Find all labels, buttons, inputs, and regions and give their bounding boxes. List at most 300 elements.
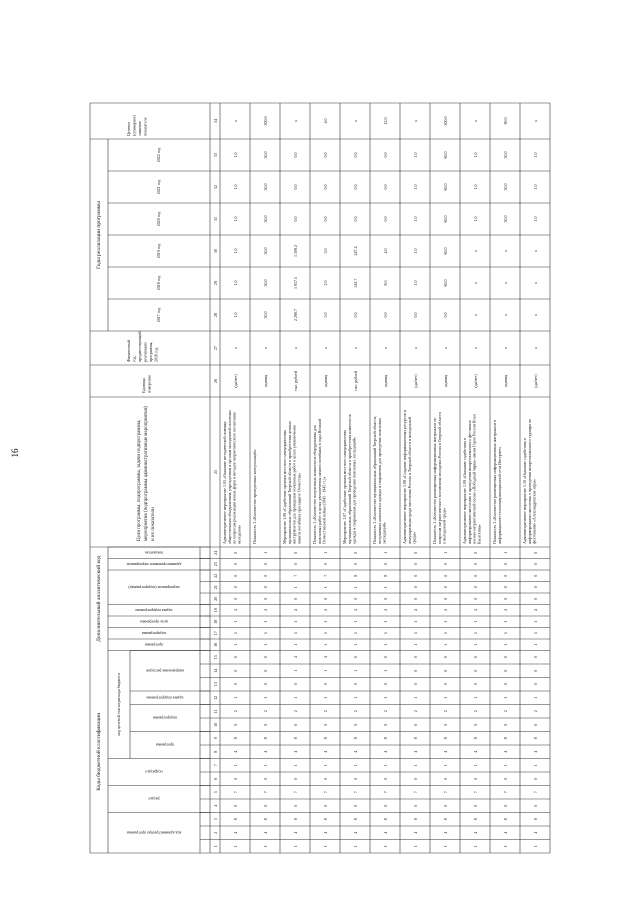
kbk-code-cell: 1 [293, 845, 298, 848]
kbk-code-cell: 1 [323, 764, 328, 767]
class-col-label: показатель [144, 550, 164, 556]
kbk-code-cell: 8 [503, 737, 508, 740]
target-header: показателя [142, 117, 148, 136]
year-value-cell: 0.0 [353, 216, 358, 222]
kbk-code-cell: 1 [323, 845, 328, 848]
year-value-cell: 0.0 [293, 184, 298, 190]
class-code-cell: 0 [413, 551, 418, 554]
year-value-cell: x [533, 250, 538, 252]
kbk-code-cell: 0 [503, 656, 508, 659]
fin-year-cell: x [233, 347, 238, 349]
year-value-cell: 3.0 [323, 248, 328, 254]
kbk-code-cell: 0 [233, 683, 238, 686]
kbk-code-cell: 8 [383, 737, 388, 740]
class-code-cell: 8 [353, 574, 358, 577]
kbk-code-cell: 8 [533, 737, 538, 740]
kbk-code-cell: 4 [353, 831, 358, 834]
kbk-code-cell: 2 [413, 710, 418, 713]
class-code-cell: 0 [443, 586, 448, 589]
class-code-cell: 0 [353, 563, 358, 566]
program-indicators-table [70, 83, 570, 873]
year-value-cell: 60.0 [443, 215, 448, 223]
class-code-cell: 0 [413, 597, 418, 600]
fin-year-cell: x [293, 347, 298, 349]
class-code-cell: 1 [263, 551, 268, 554]
class-group-title: Дополнительный аналитический код [96, 555, 102, 642]
class-code-cell: 0 [533, 551, 538, 554]
class-code-cell: 1 [293, 586, 298, 589]
class-code-cell: 1 [233, 620, 238, 623]
class-code-cell: 4 [383, 609, 388, 612]
class-code-cell: 1 [233, 643, 238, 646]
target-cell: 90.0 [503, 117, 508, 125]
year-value-cell: 0.0 [413, 312, 418, 318]
kbk-code-cell: 0 [353, 656, 358, 659]
kbk-col-label: подраздел [145, 769, 163, 775]
column-number: 28 [213, 313, 218, 317]
column-number: 21 [213, 585, 218, 590]
kbk-code-cell: 1 [263, 696, 268, 699]
kbk-code-cell: 4 [323, 831, 328, 834]
row-description: Показатель 1 «Количество муниципальных образований Тверской области, [372, 416, 377, 544]
kbk-code-cell: 1 [443, 845, 448, 848]
kbk-code-cell: 8 [233, 818, 238, 821]
year-value-cell: 5.0 [323, 312, 328, 318]
kbk-code-cell: 7 [413, 791, 418, 794]
kbk-code-cell: 0 [533, 669, 538, 672]
kbk-code-cell: 7 [353, 791, 358, 794]
row-description: по вопросам реализации новых форм и методов патриотического воспитания [231, 412, 237, 544]
class-code-cell: 5 [293, 632, 298, 635]
kbk-code-cell: 0 [383, 777, 388, 780]
column-number: 13 [213, 682, 218, 687]
unit-cell: тыс. рублей [293, 371, 298, 391]
kbk-code-cell: 8 [263, 818, 268, 821]
target-cell: x [353, 120, 358, 122]
kbk-code-cell: 2 [233, 710, 238, 713]
class-code-cell: 0 [233, 551, 238, 554]
unit-cell: единиц [443, 374, 448, 388]
class-code-cell: 4 [443, 609, 448, 612]
kbk-code-cell: 4 [293, 750, 298, 753]
class-code-cell: 1 [443, 620, 448, 623]
class-code-cell: 1 [533, 620, 538, 623]
class-code-cell: 1 [503, 643, 508, 646]
fin-year-cell: x [323, 347, 328, 349]
fin-year-cell: x [383, 347, 388, 349]
class-code-cell: 5 [413, 632, 418, 635]
kbk-code-cell: 0 [443, 777, 448, 780]
kbk-group-title: Коды бюджетной классификации [96, 712, 102, 791]
kbk-code-cell: 0 [533, 656, 538, 659]
kbk-code-cell: 0 [263, 683, 268, 686]
year-value-cell: 0.0 [383, 312, 388, 318]
kbk-code-cell: 2 [503, 710, 508, 713]
class-code-cell: 4 [293, 609, 298, 612]
class-code-cell: 4 [323, 609, 328, 612]
year-value-cell: 0.0 [323, 184, 328, 190]
kbk-code-cell: 0 [233, 723, 238, 726]
year-value-cell: 0.0 [383, 216, 388, 222]
row-description: информировании населения о проведении межрегионального фестиваля [466, 420, 472, 544]
kbk-code-cell: 0 [413, 777, 418, 780]
kbk-code-cell: 8 [323, 737, 328, 740]
year-value-cell: 60.0 [443, 151, 448, 159]
class-code-cell: 0 [473, 563, 478, 566]
kbk-code-cell: 4 [503, 831, 508, 834]
column-number: 32 [213, 185, 218, 189]
kbk-code-cell: 4 [473, 750, 478, 753]
class-code-cell: 1 [533, 643, 538, 646]
row-description: Административное мероприятие 1.08 «Создание информационных ресурсов и [402, 410, 407, 544]
target-cell: 12.0 [383, 117, 388, 125]
column-number: 16 [213, 642, 218, 647]
kbk-code-cell: 2 [293, 710, 298, 713]
class-code-cell: 5 [233, 632, 238, 635]
class-code-cell: 0 [413, 563, 418, 566]
page-number-text: 16 [10, 448, 20, 458]
kbk-code-cell: 0 [473, 669, 478, 672]
class-code-cell: 0 [263, 574, 268, 577]
class-code-cell: 0 [383, 597, 388, 600]
class-code-cell: 0 [233, 574, 238, 577]
column-number: 23 [213, 562, 218, 567]
row-description: Касаткина» [476, 524, 482, 544]
kbk-code-cell: 1 [503, 764, 508, 767]
column-number: 1 [213, 845, 218, 848]
class-code-cell: 5 [503, 632, 508, 635]
row-description: Показатель 1 «Количество проведенных консультаций» [252, 449, 257, 544]
column-number: 29 [213, 281, 218, 285]
row-description: Административное мероприятие 1.09 «Оказание содействия в [462, 438, 467, 544]
kbk-code-cell: 1 [473, 845, 478, 848]
kbk-code-cell: 4 [383, 750, 388, 753]
kbk-code-cell: 1 [323, 696, 328, 699]
year-value-cell: 1.0 [233, 152, 238, 158]
kbk-code-cell: 8 [413, 737, 418, 740]
row-description: поисковых работ в целях увековечения памяти погибших в годы Великой [316, 418, 322, 544]
row-description: Показатель 1 «Количество полученных комплектов оборудования для [312, 425, 317, 544]
year-header: 2017 год [156, 307, 161, 323]
year-value-cell: 0.0 [353, 312, 358, 318]
kbk-code-cell: 1 [503, 696, 508, 699]
kbk-code-cell: 0 [233, 804, 238, 807]
class-code-cell: 1 [353, 586, 358, 589]
class-code-cell: 0 [533, 597, 538, 600]
column-number: 11 [213, 709, 218, 714]
year-value-cell: x [503, 250, 508, 252]
kbk-code-cell: 8 [353, 818, 358, 821]
kbk-code-cell: 0 [233, 656, 238, 659]
row-description: одежды и снаряжения для проведения поисковых экспедиций» [351, 436, 357, 544]
kbk-code-cell: 4 [533, 831, 538, 834]
year-value-cell: 0.0 [323, 216, 328, 222]
class-code-cell: 1 [443, 643, 448, 646]
year-value-cell: 541.7 [353, 278, 358, 288]
fin-year-cell: x [413, 347, 418, 349]
target-cell: x [533, 120, 538, 122]
kbk-code-cell: 2 [383, 710, 388, 713]
rotated-table-page [70, 83, 570, 873]
class-code-cell: 7 [323, 574, 328, 577]
kbk-code-cell: 1 [383, 696, 388, 699]
row-description: военно-патриотической песни «Победный марш» имени Героя России Ильи [471, 414, 477, 544]
row-description: в молодежной среде» [441, 507, 447, 544]
year-value-cell: 0.0 [443, 312, 448, 318]
kbk-code-cell: 2 [353, 710, 358, 713]
row-description: муниципальных образований Тверской области в приобретении комплектов [346, 414, 352, 544]
class-code-cell: 0 [293, 563, 298, 566]
class-code-cell: 0 [503, 563, 508, 566]
kbk-code-cell: 0 [353, 804, 358, 807]
row-description: общественным объединениям, учреждениям и органам молодежной политики [226, 410, 232, 544]
kbk-code-cell: 1 [533, 764, 538, 767]
kbk-code-cell: 1 [533, 845, 538, 848]
year-value-cell: 50.0 [263, 247, 268, 255]
fin-year-header: предшествующий [137, 331, 142, 362]
column-number: 34 [213, 119, 218, 123]
class-code-cell: 1 [503, 620, 508, 623]
year-value-cell: 1.0 [233, 280, 238, 286]
row-description: фехтованию «Александровские игры» [531, 478, 537, 544]
fin-year-header: реализации [142, 342, 148, 362]
kbk-code-cell: 0 [323, 777, 328, 780]
year-header: 2022 год [156, 147, 161, 163]
year-value-cell: 1.0 [413, 280, 418, 286]
kbk-code-cell: 7 [533, 791, 538, 794]
kbk-code-cell: 0 [533, 683, 538, 686]
class-code-cell: 1 [383, 551, 388, 554]
class-code-cell: 0 [503, 574, 508, 577]
year-header: 2019 год [156, 243, 161, 259]
column-number: 15 [213, 655, 218, 660]
class-code-cell: 5 [443, 632, 448, 635]
class-code-cell: 0 [413, 586, 418, 589]
class-code-cell: 5 [353, 632, 358, 635]
target-cell: x [413, 120, 418, 122]
kbk-code-cell: 4 [383, 831, 388, 834]
year-value-cell: 8.0 [383, 280, 388, 286]
kbk-code-cell: 4 [443, 750, 448, 753]
row-description: Отечественной войны (1941 - 1945 гг.)» [321, 476, 327, 544]
kbk-code-cell: 1 [263, 764, 268, 767]
kbk-code-cell: 0 [263, 804, 268, 807]
year-value-cell: 1.0 [233, 312, 238, 318]
kbk-code-cell: 2 [443, 710, 448, 713]
kbk-code-cell: 1 [353, 669, 358, 672]
row-description: Административное мероприятие 1.05 «Оказание методической помощи [222, 421, 227, 544]
kbk-code-cell: 4 [263, 831, 268, 834]
class-code-cell: 1 [263, 620, 268, 623]
kbk-code-cell: 0 [353, 683, 358, 686]
kbk-code-cell: 8 [443, 818, 448, 821]
class-col-label: цель программы [139, 619, 169, 625]
kbk-code-cell: 1 [233, 845, 238, 848]
year-value-cell: 50.0 [263, 151, 268, 159]
kbk-code-cell: 0 [383, 723, 388, 726]
year-value-cell: x [473, 314, 478, 316]
unit-cell: (да/нет) [473, 374, 478, 388]
kbk-code-cell: 1 [353, 696, 358, 699]
class-code-cell: 0 [383, 563, 388, 566]
row-description: экспедиций» [381, 522, 387, 544]
class-code-cell: 4 [233, 609, 238, 612]
column-number: 3 [213, 818, 218, 821]
target-cell: x [293, 120, 298, 122]
goals-header: Цели программы, подпрограммы, задачи подпрограммы, [137, 419, 142, 541]
year-value-cell: 0.0 [293, 152, 298, 158]
kbk-code-cell: 0 [323, 804, 328, 807]
year-value-cell: 1.0 [473, 216, 478, 222]
column-number: 22 [213, 573, 218, 578]
year-value-cell: 30.0 [503, 183, 508, 191]
kbk-code-cell: 0 [263, 669, 268, 672]
year-value-cell: 30.0 [503, 215, 508, 223]
row-description: Мероприятие 1.07 «Содействие органам местного самоуправления [342, 430, 347, 544]
kbk-col-label: код администратора программы [126, 830, 182, 836]
kbk-code-cell: 0 [503, 683, 508, 686]
target-cell: x [233, 120, 238, 122]
class-code-cell: 0 [473, 574, 478, 577]
class-code-cell: 0 [293, 597, 298, 600]
class-code-cell: 1 [413, 620, 418, 623]
kbk-code-cell: 0 [473, 723, 478, 726]
kbk-code-cell: 1 [443, 764, 448, 767]
kbk-code-cell: 8 [353, 737, 358, 740]
year-value-cell: 2 290.7 [293, 309, 298, 321]
kbk-code-cell: 4 [473, 831, 478, 834]
kbk-code-cell: 4 [293, 656, 298, 659]
target-header: Целевое [126, 121, 131, 136]
class-code-cell: 4 [533, 609, 538, 612]
year-value-cell: 0.0 [383, 184, 388, 190]
column-number: 19 [213, 608, 218, 613]
class-code-cell: 0 [293, 551, 298, 554]
unit-cell: единиц [383, 374, 388, 388]
kbk-code-cell: 8 [323, 818, 328, 821]
year-value-cell: 0.0 [353, 152, 358, 158]
kbk-code-cell: 7 [383, 791, 388, 794]
kbk-code-cell: 2 [473, 710, 478, 713]
row-description: памяти погибших при защите Отечества» [296, 472, 302, 544]
kbk-code-cell: 7 [233, 791, 238, 794]
class-code-cell: 5 [533, 632, 538, 635]
kbk-code-cell: 8 [263, 737, 268, 740]
row-description: информационно-телекоммуникационной сети Интернет» [496, 446, 502, 544]
year-value-cell: 0.0 [293, 216, 298, 222]
kbk-code-cell: 8 [383, 818, 388, 821]
class-code-cell: 0 [263, 586, 268, 589]
year-value-cell: x [533, 282, 538, 284]
kbk-code-cell: 1 [233, 764, 238, 767]
kbk-code-cell: 1 [533, 696, 538, 699]
column-number: 10 [213, 722, 218, 727]
year-value-cell: 1 109.2 [293, 245, 298, 257]
column-number: 5 [213, 791, 218, 794]
class-code-cell: 1 [383, 586, 388, 589]
row-description: Мероприятие 1.06 «Содействие органам местного самоуправления [282, 430, 287, 544]
year-value-cell: 1.0 [473, 184, 478, 190]
column-number: 9 [213, 737, 218, 740]
class-code-cell: 1 [263, 643, 268, 646]
kbk-code-cell: 1 [413, 845, 418, 848]
kbk-code-cell: 0 [383, 804, 388, 807]
kbk-subgroup-title: код целевой статьи расхода бюджета [116, 673, 121, 736]
column-number: 8 [213, 750, 218, 753]
class-code-cell: 0 [443, 563, 448, 566]
kbk-code-cell: 1 [263, 845, 268, 848]
kbk-code-cell: 1 [233, 696, 238, 699]
class-code-cell: 1 [413, 643, 418, 646]
class-code-cell: 0 [533, 574, 538, 577]
class-code-cell: 1 [503, 551, 508, 554]
kbk-code-cell: 1 [293, 696, 298, 699]
class-code-cell: 1 [323, 643, 328, 646]
class-code-cell: 1 [383, 643, 388, 646]
fin-year-header: 2016 год [153, 347, 159, 362]
class-col-label: мероприятие (подпрограммы) [128, 584, 180, 590]
kbk-code-cell: 0 [443, 683, 448, 686]
kbk-code-cell: 0 [473, 656, 478, 659]
kbk-code-cell: 0 [473, 777, 478, 780]
kbk-code-cell: 1 [323, 669, 328, 672]
kbk-code-cell: 0 [263, 777, 268, 780]
kbk-code-cell: 0 [533, 804, 538, 807]
kbk-code-cell: 0 [503, 723, 508, 726]
kbk-code-cell: 0 [413, 804, 418, 807]
kbk-code-cell: 0 [293, 723, 298, 726]
fin-year-cell: x [353, 347, 358, 349]
kbk-code-cell: 4 [413, 750, 418, 753]
class-code-cell: 0 [233, 597, 238, 600]
class-code-cell: 4 [413, 609, 418, 612]
kbk-col-label: программа [155, 742, 175, 748]
row-description: Показатель 1 «Количество размещенных информационных материалов в [492, 419, 497, 544]
class-code-cell: 1 [323, 620, 328, 623]
kbk-code-cell: 4 [353, 750, 358, 753]
year-header: 2020 год [156, 211, 161, 227]
class-code-cell: 0 [443, 597, 448, 600]
kbk-code-cell: 1 [293, 764, 298, 767]
kbk-code-cell: 2 [263, 710, 268, 713]
kbk-code-cell: 0 [353, 777, 358, 780]
kbk-code-cell: 2 [323, 710, 328, 713]
kbk-code-cell: 0 [503, 669, 508, 672]
kbk-code-cell: 0 [473, 804, 478, 807]
class-code-cell: 1 [293, 643, 298, 646]
year-value-cell: 1.0 [413, 184, 418, 190]
year-value-cell: 1.0 [533, 216, 538, 222]
class-code-cell: 1 [323, 551, 328, 554]
year-value-cell: 30.0 [503, 151, 508, 159]
kbk-col-label: подпрограмма [152, 715, 178, 721]
kbk-code-cell: 0 [383, 656, 388, 659]
target-cell: x [473, 120, 478, 122]
kbk-code-cell: 1 [383, 764, 388, 767]
kbk-code-cell: 1 [353, 764, 358, 767]
class-code-cell: 5 [473, 632, 478, 635]
row-description: муниципальных образований Тверской области в приобретении ценных [286, 421, 292, 544]
kbk-code-cell: 0 [263, 656, 268, 659]
year-value-cell: 1.0 [413, 248, 418, 254]
kbk-code-cell: 0 [503, 804, 508, 807]
class-code-cell: 7 [293, 574, 298, 577]
unit-header: Единица [141, 378, 146, 393]
year-value-cell: x [503, 314, 508, 316]
kbk-col-label: направление расходов [146, 668, 184, 674]
year-header: 2018 год [156, 275, 161, 291]
class-col-label: программа [144, 642, 164, 648]
